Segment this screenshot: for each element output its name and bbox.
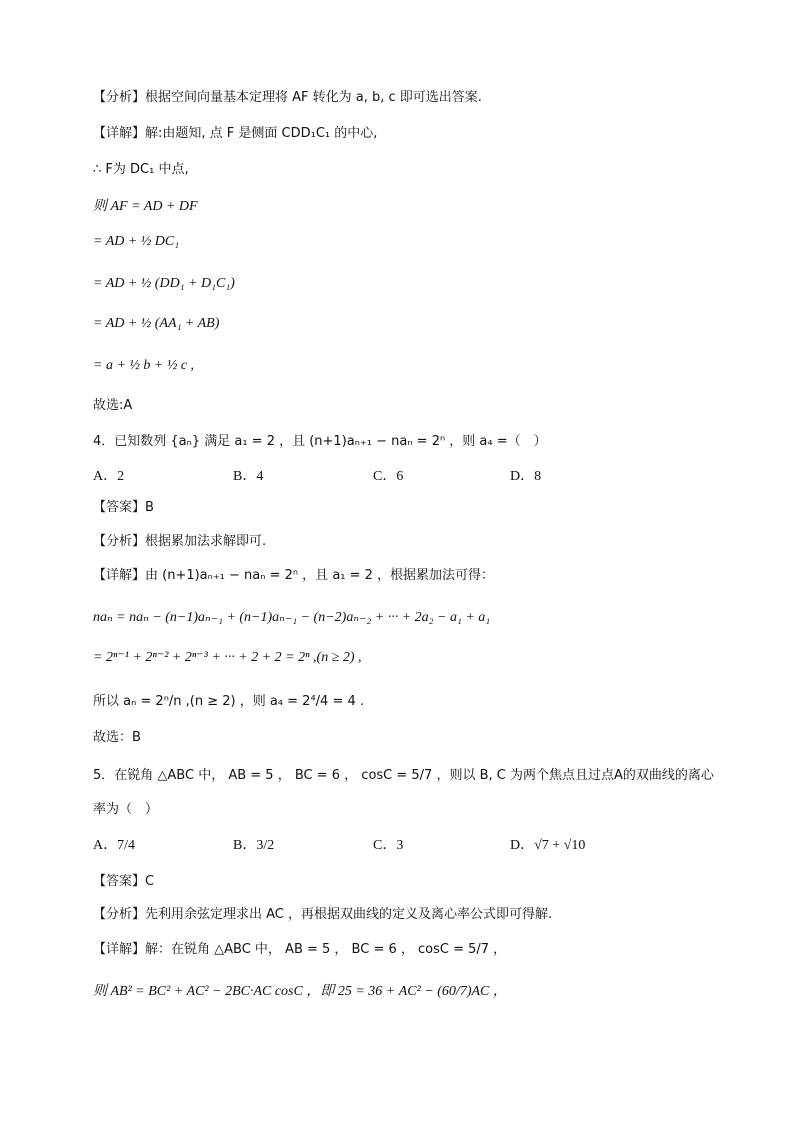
answer-line-5: 【答案】C bbox=[93, 874, 155, 889]
equation-line-6: naₙ = naₙ − (n−1)aₙ₋₁ + (n−1)aₙ₋₁ − (n−2)aₙ₋₂ + ··· + 2a₂ − a₁ + a₁ bbox=[93, 610, 491, 625]
analysis-line-1: 【分析】根据空间向量基本定理将 AF 转化为 a, b, c 即可选出答案. bbox=[93, 90, 482, 105]
equation-line-3: = AD + ½ (DD₁ + D₁C₁) bbox=[93, 276, 235, 291]
detail-line-5: 【详解】解：在锐角 △ABC 中， AB = 5 ， BC = 6 ， cosC = 5/7 ， bbox=[93, 942, 507, 957]
analysis-line-4: 【分析】根据累加法求解即可. bbox=[93, 534, 267, 549]
question-5-stem: 5．在锐角 △ABC 中， AB = 5 ， BC = 6 ， cosC = 5/7 ，则以 B, C 为两个焦点且过点A的双曲线的离心 bbox=[93, 768, 714, 783]
equation-line-7: = 2ⁿ⁻¹ + 2ⁿ⁻² + 2ⁿ⁻³ + ··· + 2 + 2 = 2ⁿ ,(n ≥ 2) , bbox=[93, 650, 362, 665]
question-5-stem-cont: 率为（ ） bbox=[93, 802, 159, 817]
q5-option-d: D．√7 + √10 bbox=[510, 838, 586, 853]
equation-line-5: = a + ½ b + ½ c , bbox=[93, 358, 195, 373]
result-line-4: 所以 aₙ = 2ⁿ/n ,(n ≥ 2) ，则 a₄ = 2⁴/4 = 4 . bbox=[93, 694, 365, 709]
answer-line-4: 【答案】B bbox=[93, 500, 154, 515]
detail-line-4: 【详解】由 (n+1)aₙ₊₁ − naₙ = 2ⁿ ，且 a₁ = 2 ，根据累加法可得： bbox=[93, 568, 495, 583]
equation-line-4: = AD + ½ (AA₁ + AB) bbox=[93, 316, 220, 331]
q5-option-a: A．7/4 bbox=[93, 838, 135, 853]
detail-line-1: 【详解】解:由题知, 点 F 是侧面 CDD₁C₁ 的中心, bbox=[93, 126, 378, 141]
question-4-stem: 4．已知数列 {aₙ} 满足 a₁ = 2 ，且 (n+1)aₙ₊₁ − naₙ = 2ⁿ ，则 a₄ =（ ） bbox=[93, 434, 547, 449]
q4-option-b: B．4 bbox=[233, 469, 264, 484]
equation-line-8: 则 AB² = BC² + AC² − 2BC·AC cosC ，即 25 = 36 + AC² − (60/7)AC ， bbox=[93, 984, 507, 999]
choice-line-4: 故选：B bbox=[93, 730, 141, 745]
detail-line-2: ∴ F为 DC₁ 中点, bbox=[93, 162, 189, 177]
q4-option-d: D．8 bbox=[510, 469, 542, 484]
choice-line-1: 故选:A bbox=[93, 398, 133, 413]
q5-option-b: B．3/2 bbox=[233, 838, 275, 853]
equation-line-2: = AD + ½ DC₁ bbox=[93, 234, 180, 249]
q4-option-c: C．6 bbox=[373, 469, 404, 484]
q4-option-a: A．2 bbox=[93, 469, 125, 484]
q5-option-c: C．3 bbox=[373, 838, 404, 853]
analysis-line-5: 【分析】先利用余弦定理求出 AC ，再根据双曲线的定义及离心率公式即可得解. bbox=[93, 907, 553, 922]
equation-line-1: 则 AF = AD + DF bbox=[93, 199, 198, 214]
